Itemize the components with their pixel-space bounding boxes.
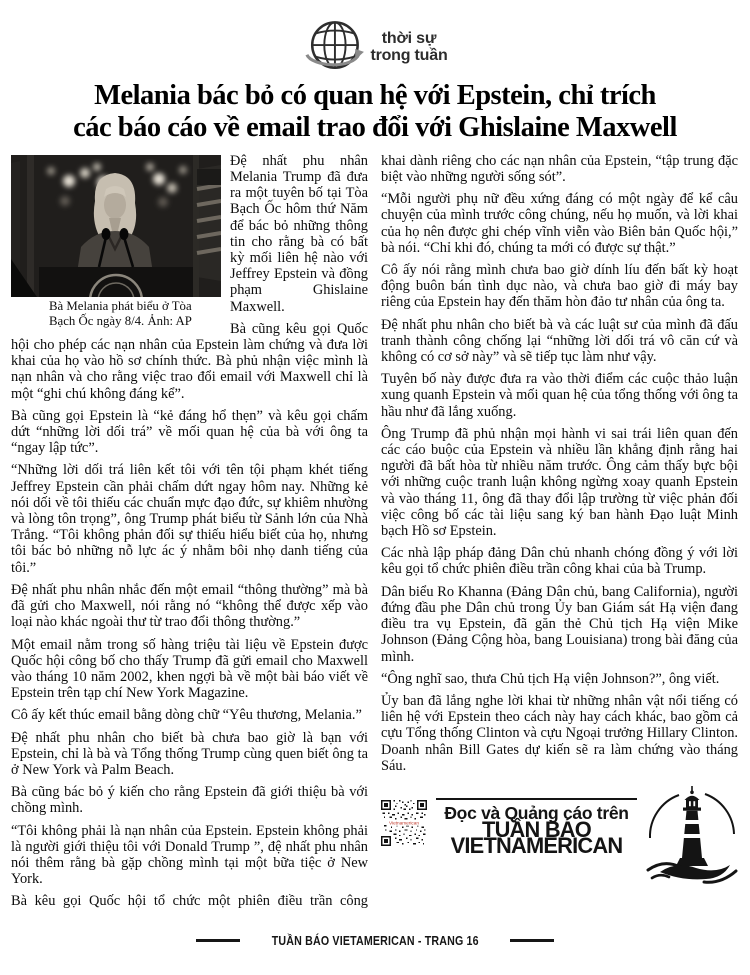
footer-rule-left <box>196 939 240 942</box>
advert-line2: TUẦN BÁO VIETNAMERICAN <box>450 817 623 859</box>
article-paragraph: Bà cũng bác bỏ ý kiến cho rằng Epstein đã giới thiệu bà với chồng mình. <box>11 784 368 817</box>
article-paragraph: Đệ nhất phu nhân nhắc đến một email “thông thường” mà bà đã gửi cho Maxwell, nói rằng nó “không thể được xếp vào loại nào khác ngoài thư từ trao đổi thông thường.” <box>11 581 368 631</box>
globe-icon <box>302 18 364 76</box>
masthead-title-line2: trong tuần <box>370 47 448 64</box>
headline-line2: các báo cáo về email trao đổi với Ghislaine Maxwell <box>73 111 677 143</box>
masthead-title <box>370 30 447 65</box>
article-paragraph: Cô ấy nói rằng mình chưa bao giờ dính líu đến bất kỳ hoạt động buôn bán tình dục nào, và chưa bao giờ đi máy bay riêng của Epstein hay đến thăm hòn đảo tư nhân của ông ta. <box>381 262 738 311</box>
photo-caption: Bà Melania phát biểu ở Tòa Bạch Ốc ngày 8/4. Ảnh: AP <box>49 298 192 329</box>
article-paragraph: Đệ nhất phu nhân cho biết bà và các luật sư của mình đã đấu tranh thành công chống lại “những lời dối trá vô căn cứ và không có cơ sở này” và sẽ tiếp tục làm như vậy. <box>381 316 738 366</box>
article-paragraph: Các nhà lập pháp đảng Dân chủ nhanh chóng đồng ý với lời kêu gọi tổ chức phiên điều trần công khai của bà Trump. <box>381 545 738 578</box>
advert-text <box>436 798 637 859</box>
article-paragraph: Bà kêu gọi Quốc hội tổ chức một phiên điều trần công <box>11 893 368 910</box>
masthead <box>0 0 750 76</box>
article-photo <box>11 155 221 297</box>
page-footer <box>0 933 750 948</box>
article-paragraph: Bà cũng gọi Epstein là “kẻ đáng hổ thẹn” và kêu gọi chấm dứt “những lời dối trá” về mối quan hệ của bà với ông ta “ngay lập tức”. <box>11 407 368 457</box>
article-paragraph: Tuyên bố này được đưa ra vào thời điểm các cuộc thảo luận xung quanh Epstein và mối quan hệ của tổng thống với ông ta hầu như đã lắng xuống. <box>381 371 738 420</box>
article-paragraph: Bà cũng kêu gọi Quốc hội cho phép các nạn nhân của Epstein làm chứng và đưa lời khai của họ vào hồ sơ chính thức. Bà phủ nhận việc mình là nạn nhân và cho rằng việc trao đổi email với Maxwell chỉ là một “ghi chú không đáng kể”. <box>11 320 368 402</box>
advert-line1: Đọc và Quảng cáo trên <box>444 802 629 823</box>
qr-code <box>381 800 427 850</box>
right-column <box>381 153 738 916</box>
article-paragraph: “Những lời dối trá liên kết tôi với tên tội phạm khét tiếng Jeffrey Epstein cần phải chấm dứt ngay hôm nay. Những kẻ nói dối về tôi thiếu các chuẩn mực đạo đức, sự khiêm nhường và lòng tôn trọng”, ông Trump phát biểu từ Sảnh lớn của Nhà Trắng. “Tôi không phản đối sự thiếu hiểu biết của họ, nhưng tôi bác bỏ những nỗ lực ác ý nhằm bôi nhọ danh tiếng của tôi.” <box>11 462 368 576</box>
lighthouse-icon <box>646 786 738 888</box>
article-paragraph: “Mỗi người phụ nữ đều xứng đáng có một ngày để kể câu chuyện của mình trước công chúng, nếu họ muốn, và lời khai của họ nên được ghi chép vĩnh viễn vào Biên bản Quốc hội,” bà nói. “Chỉ khi đó, chúng ta mới có được sự thật.” <box>381 191 738 256</box>
article-paragraph: Ông Trump đã phủ nhận mọi hành vi sai trái liên quan đến các cáo buộc của Epstein và nhiều lần khẳng định rằng hai người đã bất hòa từ nhiều năm trước. Ông cảm thấy bực bội với những cuộc tranh luận không ngừng xoay quanh Epstein và vào tháng 11, ông đã thay đổi lập trường từ việc phản đối việc công bố các tài liệu sang ký ban hành Đạo luật Minh bạch Hồ sơ Epstein. <box>381 425 738 540</box>
left-column <box>11 153 368 916</box>
headline <box>0 80 750 144</box>
masthead-title-line1: thời sự <box>381 29 437 47</box>
qr-label: Vietnamerican <box>388 821 420 827</box>
article-paragraph: “Tôi không phải là nạn nhân của Epstein. Epstein không phải là người giới thiệu tôi với Donald Trump ”, đệ nhất phu nhân nói thêm rằng bà gặp chồng mình tại một bữa tiệc ở New York. <box>11 822 368 888</box>
advert-box <box>381 790 738 888</box>
photo-block <box>11 155 221 330</box>
headline-line1: Melania bác bỏ có quan hệ với Epstein, chỉ trích <box>94 80 656 111</box>
article-paragraph: Cô ấy kết thúc email bằng dòng chữ “Yêu thương, Melania.” <box>11 707 362 724</box>
footer-text: TUẦN BÁO VIETAMERICAN - TRANG 16 <box>271 933 479 948</box>
article-paragraph: Đệ nhất phu nhân Melania Trump đã đưa ra một tuyên bố tại Tòa Bạch Ốc hôm thứ Năm để bác bỏ những thông tin cho rằng bà có bất kỳ mối liên hệ nào với Jeffrey Epstein và đồng phạm Ghislaine Maxwell. <box>230 152 368 315</box>
article-paragraph: Ủy ban đã lắng nghe lời khai từ những nhân vật nổi tiếng có liên hệ với Epstein theo cách này hay cách khác, bao gồm cả cựu Tổng thống Clinton và cựu Ngoại trưởng Hillary Clinton. Doanh nhân Bill Gates dự kiến sẽ ra làm chứng vào tháng Sáu. <box>381 692 738 774</box>
article-paragraph: khai dành riêng cho các nạn nhân của Epstein, “tập trung đặc biệt vào những người sống sót”. <box>381 152 738 186</box>
article-paragraph: Một email nằm trong số hàng triệu tài liệu về Epstein được Quốc hội công bố cho thấy Trump đã gửi email cho Maxwell vào tháng 10 năm 2002, khen ngợi bà về một bài báo viết về Epstein trên tạp chí New York Magazine. <box>11 636 368 702</box>
article-paragraph: Dân biểu Ro Khanna (Đảng Dân chủ, bang California), người đứng đầu phe Dân chủ trong Ủy ban Giám sát Hạ viện đang điều tra vụ Epstein, đã găn thẻ Chủ tịch Hạ viện Mike Johnson (Đảng Cộng hòa, bang Louisiana) trong bài đăng của mình. <box>381 583 738 665</box>
article-body <box>0 153 750 916</box>
article-paragraph: “Ông nghĩ sao, thưa Chủ tịch Hạ viện Johnson?”, ông viết. <box>381 670 720 687</box>
article-paragraph: Đệ nhất phu nhân cho biết bà chưa bao giờ là bạn với Epstein, chỉ là bà và Tổng thống Trump cùng quen biết ông ta ở New York và Palm Beach. <box>11 729 368 778</box>
footer-rule-right <box>510 939 554 942</box>
